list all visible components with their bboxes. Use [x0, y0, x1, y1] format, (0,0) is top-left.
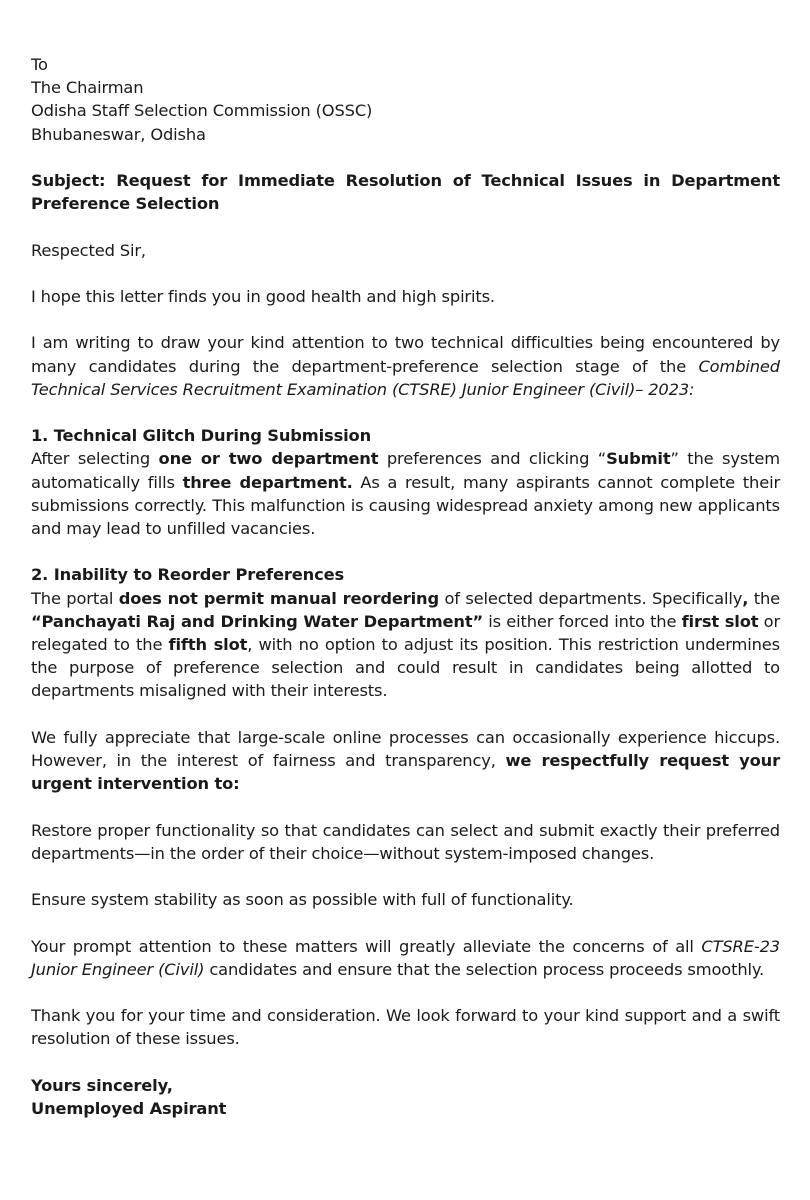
salutation: Respected Sir, — [31, 240, 146, 260]
issue1-heading: 1. Technical Glitch During Submission — [31, 426, 372, 446]
address-location: Bhubaneswar, Odisha — [31, 124, 206, 144]
address-recipient: The Chairman — [31, 78, 144, 98]
issue1-paragraph: After selecting one or two department preferences and clicking “Submit” the system automatically fills three department. As a result, many aspirants cannot complete their submissions correctly. This malfunction is causing widespread anxiety among new applicants and may lead to unfilled vacancies. — [31, 449, 780, 538]
address-organization: Odisha Staff Selection Commission (OSSC) — [31, 101, 373, 121]
request-2: Ensure system stability as soon as possible with full of functionality. — [31, 890, 574, 910]
signoff-block — [31, 1074, 780, 1120]
issue2-heading: 2. Inability to Reorder Preferences — [31, 565, 345, 585]
appeal-paragraph: We fully appreciate that large-scale online processes can occasionally experience hiccups. However, in the interest of fairness and transparency, we respectfully request your urgent intervention to: — [31, 727, 781, 794]
issue2-paragraph: The portal does not permit manual reordering of selected departments. Specifically, the “Panchayati Raj and Drinking Water Department” is either forced into the first slot or relegated to the fifth slot, with no option to adjust its position. This restriction undermines the purpose of preference selection and could result in candidates being allotted to departments misaligned with their interests. — [31, 588, 781, 701]
request-1: Restore proper functionality so that candidates can select and submit exactly their preferred departments—in the order of their choice—without system-imposed changes. — [31, 820, 780, 863]
opening-paragraph: I hope this letter finds you in good health and high spirits. — [31, 286, 495, 306]
signature: Unemployed Aspirant — [31, 1098, 227, 1118]
address-block — [31, 53, 780, 146]
closing-paragraph: Your prompt attention to these matters will greatly alleviate the concerns of all CTSRE-23 Junior Engineer (Civil) candidates and ensure that the selection process proceeds smoothly. — [31, 936, 780, 979]
intro-paragraph: I am writing to draw your kind attention to two technical difficulties being encountered by many candidates during the department-preference selection stage of the Combined Technical Services Recruitment Examination (CTSRE) Junior Engineer (Civil)– 2023: — [31, 333, 780, 399]
address-to: To — [31, 55, 48, 74]
subject-line: Subject: Request for Immediate Resolution of Technical Issues in Department Preference Selection — [31, 171, 780, 214]
signoff: Yours sincerely, — [31, 1075, 173, 1095]
exam-name: Combined Technical Services Recruitment Examination (CTSRE) Junior Engineer (Civil)– 2023: — [31, 356, 780, 399]
thanks-paragraph: Thank you for your time and consideration. We look forward to your kind support and a swift resolution of these issues. — [31, 1006, 780, 1049]
